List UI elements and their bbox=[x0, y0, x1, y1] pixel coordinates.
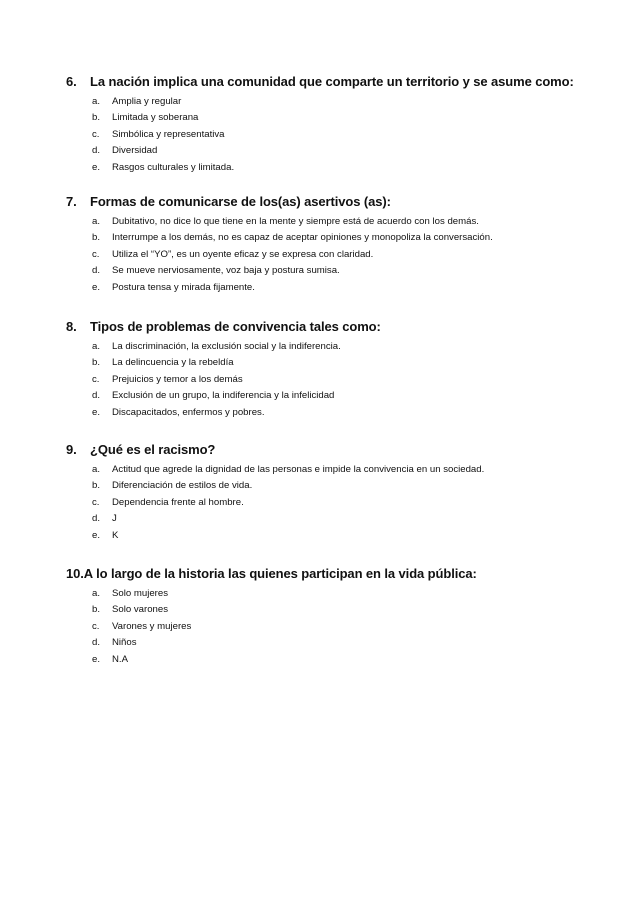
option-e bbox=[66, 280, 626, 296]
option-text: Se mueve nerviosamente, voz baja y postura sumisa. bbox=[112, 265, 340, 277]
question-title bbox=[66, 442, 626, 458]
option-text: Solo varones bbox=[112, 604, 168, 616]
option-e bbox=[66, 160, 626, 176]
option-letter: d. bbox=[92, 265, 101, 277]
option-text: Varones y mujeres bbox=[112, 620, 192, 632]
option-b bbox=[66, 478, 626, 494]
option-text: Actitud que agrede la dignidad de las personas e impide la convivencia en un sociedad. bbox=[112, 464, 485, 475]
option-letter: a. bbox=[92, 588, 101, 599]
option-letter: e. bbox=[92, 406, 101, 418]
option-letter: c. bbox=[92, 496, 100, 508]
option-letter: e. bbox=[92, 529, 101, 541]
option-a bbox=[66, 214, 626, 230]
question-number: 7. bbox=[66, 194, 77, 209]
question-10 bbox=[66, 566, 626, 668]
option-list bbox=[66, 462, 626, 544]
option-d bbox=[66, 388, 626, 404]
option-text: Limitada y soberana bbox=[112, 112, 199, 124]
question-number: 6. bbox=[66, 74, 77, 89]
question-9 bbox=[66, 442, 626, 544]
option-letter: b. bbox=[92, 112, 101, 124]
option-text: La discriminación, la exclusión social y la indiferencia. bbox=[112, 341, 341, 352]
option-a bbox=[66, 462, 626, 478]
option-letter: a. bbox=[92, 96, 101, 107]
question-title bbox=[66, 319, 626, 335]
option-list bbox=[66, 94, 626, 176]
option-text: Simbólica y representativa bbox=[112, 128, 225, 140]
option-d bbox=[66, 511, 626, 527]
option-text: Rasgos culturales y limitada. bbox=[112, 161, 235, 173]
option-text: Dubitativo, no dice lo que tiene en la mente y siempre está de acuerdo con los demás. bbox=[112, 216, 479, 227]
option-text: K bbox=[112, 529, 119, 541]
option-letter: b. bbox=[92, 480, 101, 492]
option-letter: c. bbox=[92, 248, 100, 260]
option-text: Niños bbox=[112, 637, 137, 649]
question-8 bbox=[66, 319, 626, 421]
option-list bbox=[66, 586, 626, 668]
question-text: Formas de comunicarse de los(as) asertivos (as): bbox=[90, 194, 391, 209]
question-text: Tipos de problemas de convivencia tales como: bbox=[90, 319, 381, 334]
option-letter: e. bbox=[92, 281, 101, 293]
option-letter: b. bbox=[92, 232, 101, 244]
question-7 bbox=[66, 194, 626, 296]
option-a bbox=[66, 586, 626, 602]
option-letter: d. bbox=[92, 513, 101, 525]
question-number: 10. bbox=[66, 566, 84, 581]
option-letter: d. bbox=[92, 145, 101, 157]
option-b bbox=[66, 602, 626, 618]
option-text: J bbox=[112, 513, 117, 525]
option-a bbox=[66, 94, 626, 110]
option-letter: c. bbox=[92, 620, 100, 632]
option-letter: b. bbox=[92, 604, 101, 616]
option-text: Dependencia frente al hombre. bbox=[112, 496, 244, 508]
option-letter: a. bbox=[92, 216, 101, 227]
question-text: ¿Qué es el racismo? bbox=[90, 442, 216, 457]
question-number: 9. bbox=[66, 442, 77, 457]
option-c bbox=[66, 127, 626, 143]
option-text: N.A bbox=[112, 653, 128, 665]
option-b bbox=[66, 355, 626, 371]
option-text: Discapacitados, enfermos y pobres. bbox=[112, 406, 265, 418]
option-letter: c. bbox=[92, 128, 100, 140]
option-text: Utiliza el “YO”, es un oyente eficaz y se expresa con claridad. bbox=[112, 248, 374, 260]
question-text: La nación implica una comunidad que comparte un territorio y se asume como: bbox=[90, 74, 574, 89]
option-letter: a. bbox=[92, 464, 101, 475]
option-letter: e. bbox=[92, 161, 101, 173]
question-text: A lo largo de la historia las quienes participan en la vida pública: bbox=[83, 566, 477, 581]
option-letter: e. bbox=[92, 653, 101, 665]
option-text: Solo mujeres bbox=[112, 588, 168, 599]
option-c bbox=[66, 247, 626, 263]
option-letter: d. bbox=[92, 390, 101, 402]
option-letter: c. bbox=[92, 373, 100, 385]
option-list bbox=[66, 214, 626, 296]
option-e bbox=[66, 528, 626, 544]
option-text: Diversidad bbox=[112, 145, 158, 157]
option-e bbox=[66, 652, 626, 668]
option-letter: b. bbox=[92, 357, 101, 369]
option-d bbox=[66, 263, 626, 279]
option-text: Prejuicios y temor a los demás bbox=[112, 373, 243, 385]
option-letter: a. bbox=[92, 341, 101, 352]
question-title bbox=[66, 74, 626, 90]
option-list bbox=[66, 339, 626, 421]
option-c bbox=[66, 495, 626, 511]
option-text: Interrumpe a los demás, no es capaz de aceptar opiniones y monopoliza la conversación. bbox=[112, 232, 493, 244]
option-c bbox=[66, 372, 626, 388]
option-text: Amplia y regular bbox=[112, 96, 182, 107]
option-a bbox=[66, 339, 626, 355]
question-6 bbox=[66, 74, 626, 176]
option-letter: d. bbox=[92, 637, 101, 649]
question-title bbox=[66, 194, 626, 210]
option-b bbox=[66, 230, 626, 246]
question-number: 8. bbox=[66, 319, 77, 334]
option-d bbox=[66, 143, 626, 159]
option-b bbox=[66, 110, 626, 126]
option-c bbox=[66, 619, 626, 635]
option-d bbox=[66, 635, 626, 651]
option-e bbox=[66, 405, 626, 421]
option-text: La delincuencia y la rebeldía bbox=[112, 357, 234, 369]
option-text: Exclusión de un grupo, la indiferencia y la infelicidad bbox=[112, 390, 335, 402]
option-text: Postura tensa y mirada fijamente. bbox=[112, 281, 255, 293]
option-text: Diferenciación de estilos de vida. bbox=[112, 480, 253, 492]
question-title bbox=[66, 566, 626, 582]
